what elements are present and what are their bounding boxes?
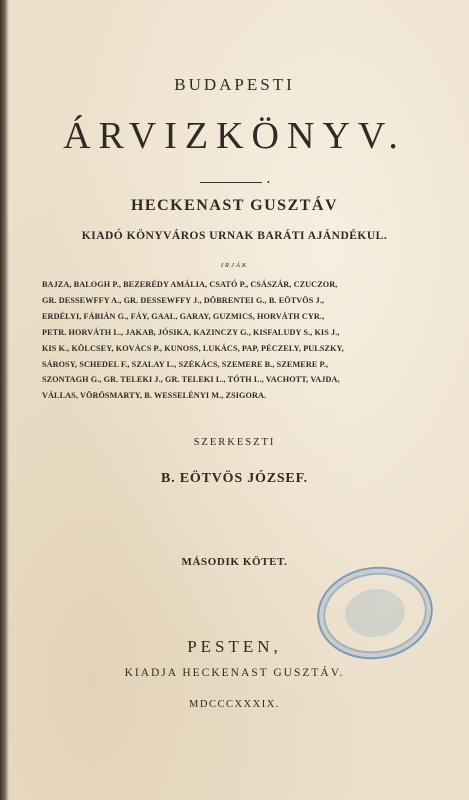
volume-label: MÁSODIK KÖTET.	[181, 556, 288, 568]
authors-line: KIS K., KÖLCSEY, KOVÁCS P., KUNOSS, LUKÁCS, PAP, PÉCZELY, PULSZKY,	[42, 343, 344, 353]
supertitle: BUDAPESTI	[174, 75, 295, 94]
dedication-text: KIADÓ KÖNYVÁROS URNAK BARÁTI AJÁNDÉKUL.	[81, 230, 388, 242]
main-title: ÁRVIZKÖNYV.	[63, 115, 406, 157]
authors-list	[42, 277, 422, 404]
authors-line: VÁLLAS, VÖRÖSMARTY, B. WESSELÉNYI M., ZSIGORA.	[42, 391, 267, 401]
dedication-name: HECKENAST GUSZTÁV	[130, 197, 339, 214]
authors-line: PETR. HORVÁTH L., JAKAB, JÓSIKA, KAZINCZY G., KISFALUDY S., KIS J.,	[42, 327, 340, 337]
authors-line: ERDÉLYI, FÁBIÁN G., FÁY, GAAL, GARAY, GUZMICS, HORVÁTH CYR.,	[42, 311, 325, 321]
authors-line: BAJZA, BALOGH P., BEZERÉDY AMÁLIA, CSATÓ P., CSÁSZÁR, CZUCZOR,	[42, 280, 338, 289]
authors-heading: IRJÁK	[220, 262, 249, 269]
title-divider	[200, 182, 262, 183]
divider-dot: •	[267, 178, 270, 187]
authors-line: GR. DESSEWFFY A., GR. DESSEWFFY J., DÖBRENTEI G., B. EÖTVÖS J.,	[42, 295, 325, 305]
editor-name: B. EÖTVÖS JÓZSEF.	[161, 471, 308, 486]
editor-label: SZERKESZTI	[193, 437, 276, 448]
authors-line: SÁROSY, SCHEDEL F., SZALAY L., SZÉKÁCS, SZEMERE B., SZEMERE P.,	[42, 359, 329, 369]
place-of-publication: PESTEN,	[187, 637, 282, 656]
stamp-center	[342, 585, 408, 641]
authors-line: SZONTAGH G., GR. TELEKI J., GR. TELEKI L., TÓTH L., VACHOTT, VAJDA,	[42, 375, 340, 385]
publisher-line: KIADJA HECKENAST GUSZTÁV.	[124, 667, 345, 679]
publication-year: MDCCCXXXIX.	[189, 699, 280, 710]
